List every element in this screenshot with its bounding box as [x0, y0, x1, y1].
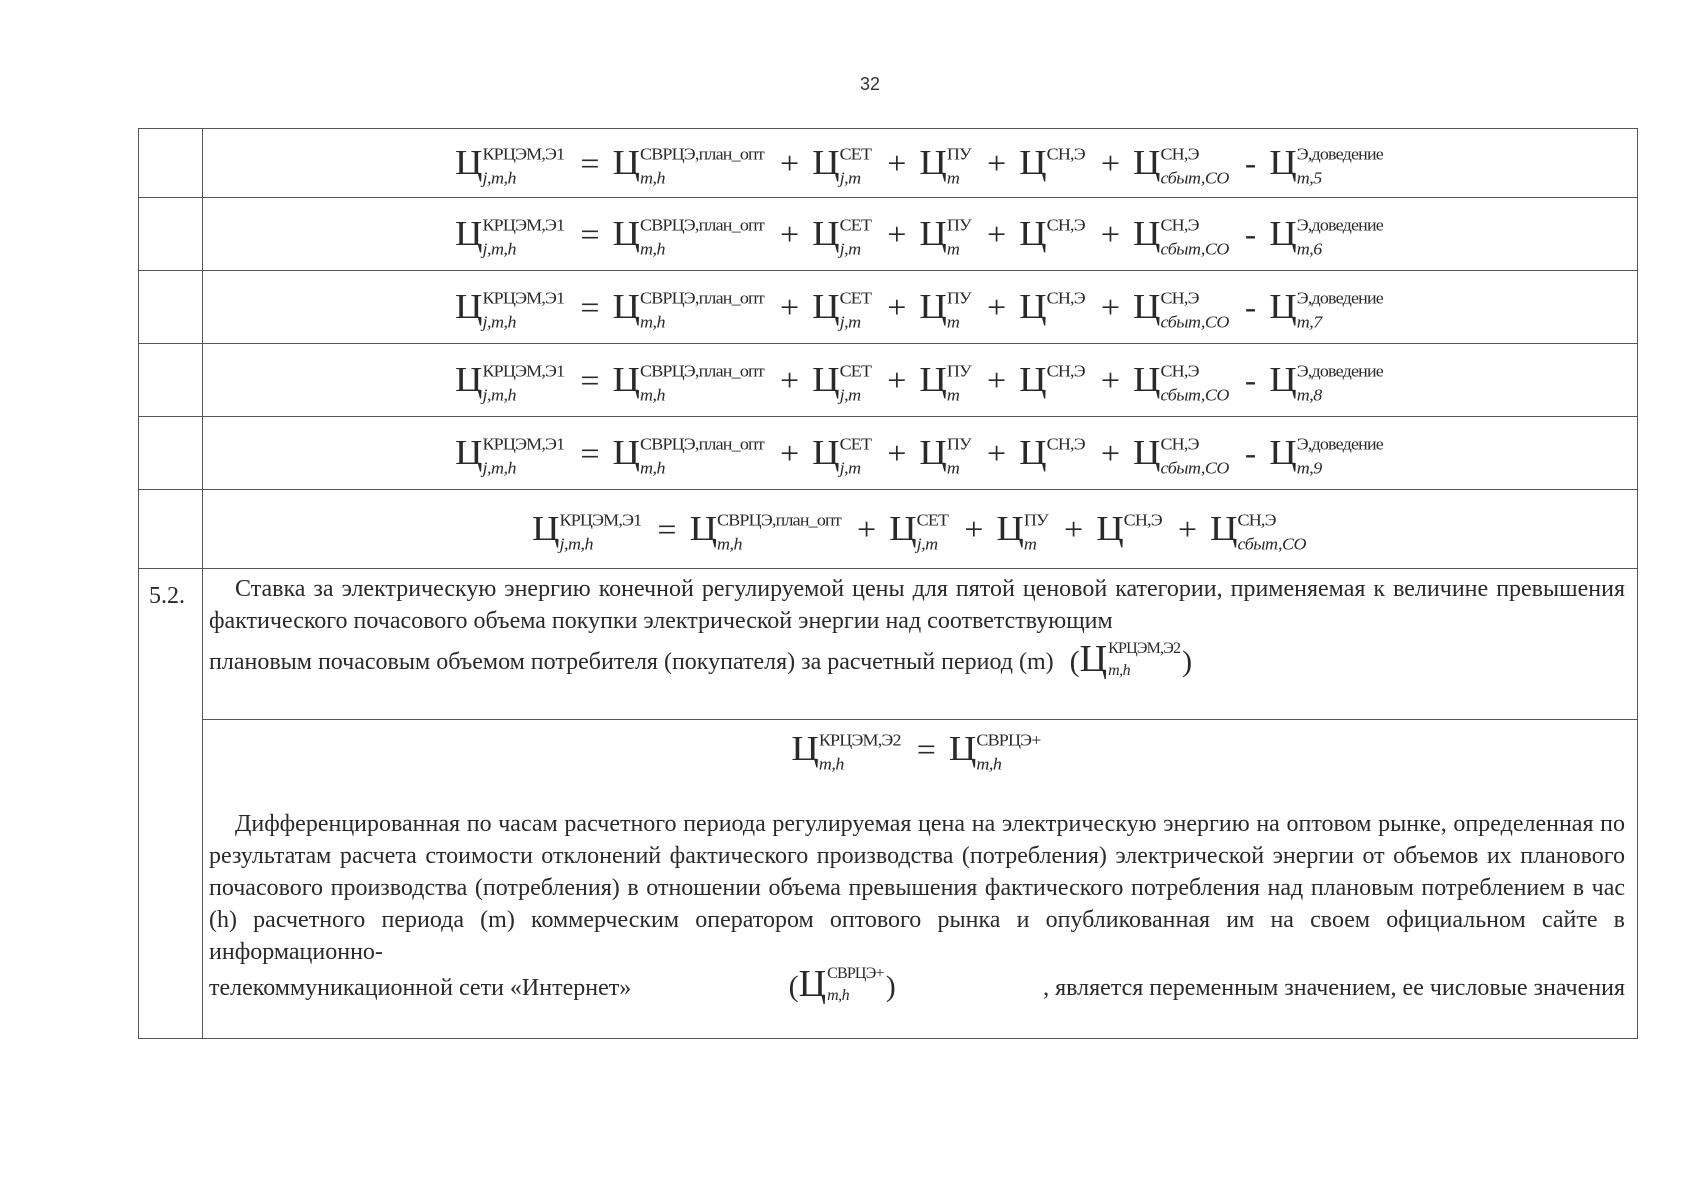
formula-row [139, 417, 1638, 490]
formula: Ц КРЦЭМ,Э1 j,m,h = Ц СВРЦЭ,план_опт m,h + Ц СЕТ j,m + Ц ПУ m + Ц СН,Э + Ц СН,Э сбыт,СО - Ц Э,доведение m,8 [455, 360, 1383, 404]
section-52-body [203, 720, 1638, 1039]
section-52-last-line [209, 963, 1625, 1005]
formula-cell [203, 490, 1638, 569]
formula-cell [203, 129, 1638, 198]
formula-row-base [139, 490, 1638, 569]
inline-formula-e2: (Ц КРЦЭМ,Э2 m,h ) [1069, 638, 1193, 680]
formula-row [139, 198, 1638, 271]
page-number: 32 [859, 74, 881, 94]
num-cell-empty [139, 490, 203, 569]
section-52-line2-wrap [209, 638, 1625, 680]
formula-row [139, 129, 1638, 198]
section-52-row [139, 569, 1638, 720]
section-52-body-row [139, 720, 1638, 1039]
last-line-b: , является переменным значением, ее числовые значения [1043, 974, 1625, 1001]
formula: Ц КРЦЭМ,Э1 j,m,h = Ц СВРЦЭ,план_опт m,h + Ц СЕТ j,m + Ц ПУ m + Ц СН,Э + Ц СН,Э сбыт,СО - Ц Э,доведение m,7 [455, 287, 1383, 331]
section-52-text [203, 569, 1638, 720]
formula-cell [203, 271, 1638, 344]
num-cell-empty [139, 417, 203, 490]
formula-row [139, 344, 1638, 417]
formula: Ц КРЦЭМ,Э1 j,m,h = Ц СВРЦЭ,план_опт m,h + Ц СЕТ j,m + Ц ПУ m + Ц СН,Э + Ц СН,Э сбыт,СО - Ц Э,доведение m,9 [455, 433, 1383, 477]
last-line-a: телекоммуникационной сети «Интернет» [209, 974, 632, 1001]
formula-e2: Ц КРЦЭМ,Э2 m,h = Ц СВРЦЭ+ m,h [791, 729, 1041, 773]
formula-cell [203, 344, 1638, 417]
num-cell-empty [139, 271, 203, 344]
formula-cell [203, 198, 1638, 271]
formula-table [138, 128, 1638, 1039]
formula-row [139, 271, 1638, 344]
section-52-line2: плановым почасовым объемом потребителя (покупателя) за расчетный период (m) [209, 649, 1054, 675]
num-cell-empty [139, 129, 203, 198]
formula-base: Ц КРЦЭМ,Э1 j,m,h = Ц СВРЦЭ,план_опт m,h + Ц СЕТ j,m + Ц ПУ m + Ц СН,Э + Ц СН,Э сбыт,СО [532, 509, 1306, 553]
formula: Ц КРЦЭМ,Э1 j,m,h = Ц СВРЦЭ,план_опт m,h + Ц СЕТ j,m + Ц ПУ m + Ц СН,Э + Ц СН,Э сбыт,СО - Ц Э,доведение m,5 [455, 143, 1383, 187]
section-52-line1: Ставка за электрическую энергию конечной регулируемой цены для пятой ценовой категории, применяемая к величине превышения фактического почасового объема покупки электрической энергии над соответствующим [209, 576, 1625, 634]
formula-cell [203, 417, 1638, 490]
inline-formula-svrce: (Ц СВРЦЭ+ m,h ) [788, 963, 896, 1005]
section-number: 5.2. [139, 569, 203, 1039]
section-52-paragraph: Дифференцированная по часам расчетного периода регулируемая цена на электрическую энергию на оптовом рынке, определенная по результатам расчета стоимости отклонений фактического производства (потребления) электрической энергии от объемов их планового почасового производства (потребления) в отношении объема превышения фактического потребления над плановым потреблением в час (h) расчетного периода (m) коммерческим оператором оптового рынка и опубликованная им на своем официальном сайте в информационно- [209, 811, 1625, 965]
num-cell-empty [139, 198, 203, 271]
num-cell-empty [139, 344, 203, 417]
formula: Ц КРЦЭМ,Э1 j,m,h = Ц СВРЦЭ,план_опт m,h + Ц СЕТ j,m + Ц ПУ m + Ц СН,Э + Ц СН,Э сбыт,СО - Ц Э,доведение m,6 [455, 214, 1383, 258]
